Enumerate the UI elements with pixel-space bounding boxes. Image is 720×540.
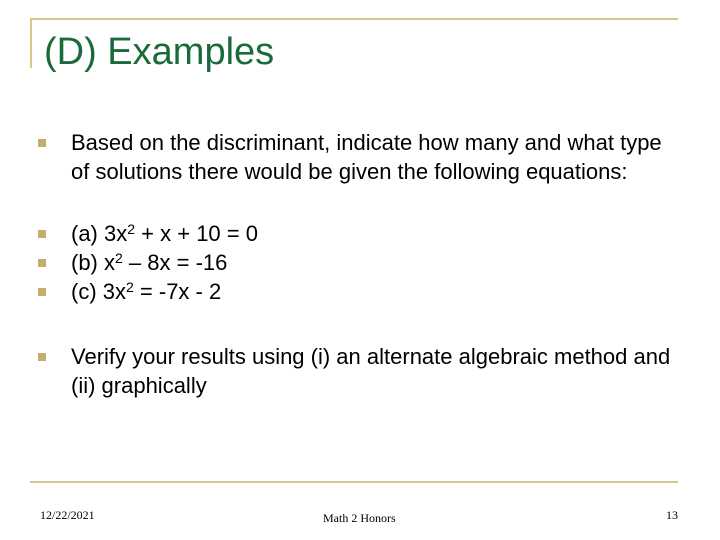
bullet-verify: [38, 342, 678, 400]
square-bullet-icon: [38, 288, 46, 296]
footer-course: Math 2 Honors: [323, 511, 396, 525]
slide-title: (D) Examples: [44, 31, 275, 73]
equation-suffix: – 8x = -16: [122, 250, 228, 275]
square-bullet-icon: [38, 139, 46, 147]
equation-exponent: 2: [126, 279, 134, 295]
square-bullet-icon: [38, 353, 46, 361]
equation-exponent: 2: [115, 250, 123, 266]
bullet-intro: [38, 128, 678, 186]
bullet-equation-c: [38, 277, 678, 306]
title-frame-top-line: [30, 18, 678, 20]
equation-prefix: (c) 3x: [71, 279, 126, 304]
bullet-text: Based on the discriminant, indicate how many and what type of solutions there would be given the following equations:: [71, 130, 662, 184]
equation-prefix: (b) x: [71, 250, 115, 275]
bullet-list: [38, 128, 678, 400]
bullet-equation-a: [38, 219, 678, 248]
equation-suffix: = -7x - 2: [133, 279, 222, 304]
square-bullet-icon: [38, 230, 46, 238]
footer-page-number: 13: [666, 508, 678, 522]
title-frame-left-line: [30, 18, 32, 68]
bullet-text: Verify your results using (i) an alternate algebraic method and (ii) graphically: [71, 344, 671, 398]
footer-date: 12/22/2021: [40, 508, 95, 522]
equation-suffix: + x + 10 = 0: [135, 221, 258, 246]
footer-divider: [30, 481, 678, 483]
square-bullet-icon: [38, 259, 46, 267]
equation-exponent: 2: [127, 221, 136, 237]
equation-prefix: (a) 3x: [71, 221, 128, 246]
bullet-equation-b: [38, 248, 678, 277]
